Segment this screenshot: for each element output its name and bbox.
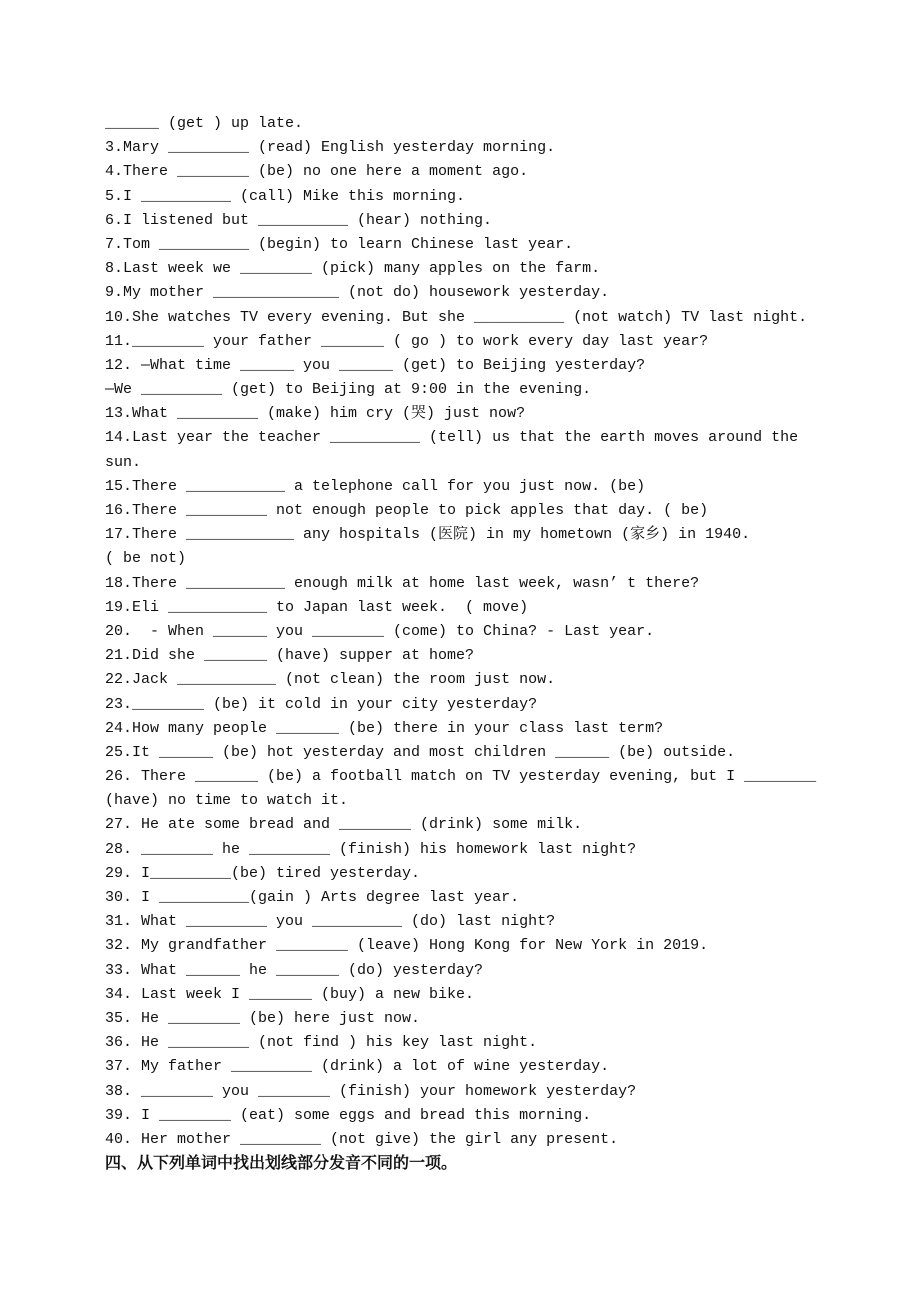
text-line: 35. He ________ (be) here just now. — [105, 1009, 421, 1027]
text-line: 24.How many people _______ (be) there in your class last term? — [105, 719, 664, 737]
section-four-heading: 四、从下列单词中找出划线部分发音不同的一项。 — [105, 1155, 458, 1173]
text-line: 12. —What time ______ you ______ (get) to Beijing yesterday? — [105, 356, 646, 374]
text-line: 5.I __________ (call) Mike this morning. — [105, 187, 466, 205]
text-line: 6.I listened but __________ (hear) nothing. — [105, 211, 493, 229]
text-line: 10.She watches TV every evening. But she __________ (not watch) TV last night. — [105, 308, 808, 326]
text-line: 17.There ____________ any hospitals (医院) in my hometown (家乡) in 1940. — [105, 526, 751, 544]
text-line: 9.My mother ______________ (not do) housework yesterday. — [105, 284, 610, 302]
text-line: 22.Jack ___________ (not clean) the room just now. — [105, 671, 556, 689]
text-line: 14.Last year the teacher __________ (tell) us that the earth moves around the — [105, 429, 799, 447]
text-line: 37. My father _________ (drink) a lot of wine yesterday. — [105, 1058, 610, 1076]
worksheet-text-block — [105, 112, 885, 1176]
text-line: 38. ________ you ________ (finish) your homework yesterday? — [105, 1082, 637, 1100]
text-line: 36. He _________ (not find ) his key last night. — [105, 1034, 538, 1052]
text-line: 16.There _________ not enough people to pick apples that day. ( be) — [105, 502, 709, 519]
text-line: 25.It ______ (be) hot yesterday and most children ______ (be) outside. — [105, 743, 736, 761]
text-line: 20. - When ______ you ________ (come) to China? - Last year. — [105, 622, 655, 640]
text-line: 19.Eli ___________ to Japan last week. ( move) — [105, 598, 529, 616]
text-line: 32. My grandfather ________ (leave) Hong Kong for New York in 2019. — [105, 937, 709, 955]
text-line: 30. I __________(gain ) Arts degree last year. — [105, 889, 520, 906]
text-line: 3.Mary _________ (read) English yesterday morning. — [105, 139, 556, 157]
text-line: 34. Last week I _______ (buy) a new bike. — [105, 985, 475, 1003]
text-line: 39. I ________ (eat) some eggs and bread this morning. — [105, 1106, 592, 1124]
text-line: 27. He ate some bread and ________ (drink) some milk. — [105, 816, 583, 834]
text-line: 29. I_________(be) tired yesterday. — [105, 864, 421, 882]
text-line: 13.What _________ (make) him cry (哭) just now? — [105, 405, 526, 423]
text-line: 8.Last week we ________ (pick) many apples on the farm. — [105, 260, 601, 278]
text-line: 7.Tom __________ (begin) to learn Chinese last year. — [105, 235, 574, 253]
text-line: ( be not) — [105, 550, 187, 568]
text-line: ______ (get ) up late. — [105, 115, 304, 132]
text-line: —We _________ (get) to Beijing at 9:00 in the evening. — [105, 381, 592, 399]
text-line: 23.________ (be) it cold in your city yesterday? — [105, 695, 538, 713]
text-line: 11.________ your father _______ ( go ) to work every day last year? — [105, 332, 709, 350]
text-line: sun. — [105, 453, 142, 471]
text-line: 4.There ________ (be) no one here a moment ago. — [105, 163, 529, 181]
text-line: 26. There _______ (be) a football match on TV yesterday evening, but I ________ — [105, 768, 817, 786]
text-line: 15.There ___________ a telephone call for you just now. (be) — [105, 477, 646, 495]
text-line: 31. What _________ you __________ (do) last night? — [105, 913, 556, 931]
text-line: 28. ________ he _________ (finish) his homework last night? — [105, 840, 637, 858]
text-line: 40. Her mother _________ (not give) the girl any present. — [105, 1130, 619, 1148]
text-line: 33. What ______ he _______ (do) yesterday? — [105, 961, 484, 979]
text-line: (have) no time to watch it. — [105, 792, 349, 810]
text-line: 18.There ___________ enough milk at home last week, wasn’ t there? — [105, 574, 700, 592]
text-line: 21.Did she _______ (have) supper at home? — [105, 647, 475, 665]
